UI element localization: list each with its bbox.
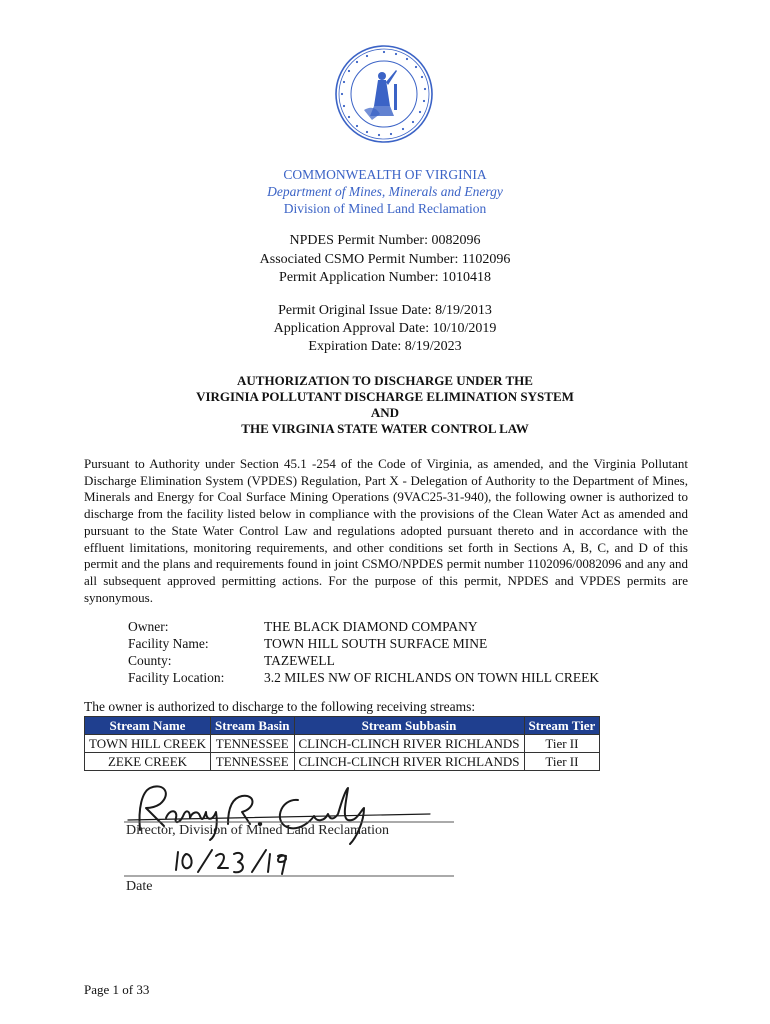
auth-line-1: AUTHORIZATION TO DISCHARGE UNDER THE xyxy=(237,373,533,388)
auth-line-4: THE VIRGINIA STATE WATER CONTROL LAW xyxy=(241,421,529,436)
header-stream-subbasin: Stream Subbasin xyxy=(294,717,524,735)
header-stream-tier: Stream Tier xyxy=(524,717,600,735)
original-issue-date: Permit Original Issue Date: 8/19/2013 xyxy=(278,303,492,318)
stream-subbasin-cell: CLINCH-CLINCH RIVER RICHLANDS xyxy=(294,753,524,771)
location-row xyxy=(128,669,688,686)
stream-basin-cell: TENNESSEE xyxy=(210,735,294,753)
facility-details xyxy=(128,618,688,686)
date-label: Date xyxy=(126,879,153,894)
facility-name-row xyxy=(128,635,688,652)
csmo-permit-number: Associated CSMO Permit Number: 1102096 xyxy=(259,251,511,267)
stream-name-cell: ZEKE CREEK xyxy=(85,753,211,771)
application-number: Permit Application Number: 1010418 xyxy=(279,270,491,285)
director-title: Director, Division of Mined Land Reclamation xyxy=(126,823,390,838)
header-stream-name: Stream Name xyxy=(85,717,211,735)
location-label: Facility Location: xyxy=(128,670,225,685)
county-row xyxy=(128,652,688,669)
auth-line-3: AND xyxy=(370,405,400,420)
authority-paragraph: Pursuant to Authority under Section 45.1 -254 of the Code of Virginia, as amended, and the Virginia Pollutant Discharge Elimination System (VPDES) Regulation, Part X - Delegation of Authority to the Department of Mines, Minerals and Energy for Coal Surface Mining Operations (9VAC25-31-940), the following owner is authorized to discharge from the facility listed below in compliance with the provisions of the Clean Water Act as amended and pursuant to the State Water Control Law and regulations adopted pursuant thereto and in accordance with the effluent limitations, monitoring requirements, and other conditions set forth in Sections A, B, C, and D of this permit and the plans and requirements found in joint CSMO/NPDES permit number 1102096/0082096 and any and all subsequent approved permitting actions. For the purpose of this permit, NPDES and VPDES permits are synonymous. xyxy=(84,456,688,605)
permit-dates xyxy=(0,302,770,356)
owner-value: THE BLACK DIAMOND COMPANY xyxy=(264,619,478,634)
receiving-streams-table xyxy=(84,716,600,771)
location-value: 3.2 MILES NW OF RICHLANDS ON TOWN HILL CREEK xyxy=(264,670,600,685)
streams-intro: The owner is authorized to discharge to the following receiving streams: xyxy=(84,699,476,714)
signature-block xyxy=(120,778,480,898)
agency-header xyxy=(0,166,770,217)
county-value: TAZEWELL xyxy=(264,653,335,668)
table-row xyxy=(85,735,600,753)
owner-row xyxy=(128,618,688,635)
stream-subbasin-cell: CLINCH-CLINCH RIVER RICHLANDS xyxy=(294,735,524,753)
auth-line-2: VIRGINIA POLLUTANT DISCHARGE ELIMINATION SYSTEM xyxy=(196,389,574,404)
approval-date: Application Approval Date: 10/10/2019 xyxy=(273,321,497,336)
npdes-permit-number: NPDES Permit Number: 0082096 xyxy=(289,233,481,248)
header-stream-basin: Stream Basin xyxy=(210,717,294,735)
stream-tier-cell: Tier II xyxy=(524,735,600,753)
department-name: Department of Mines, Minerals and Energy xyxy=(267,184,503,199)
virginia-seal-icon xyxy=(334,44,434,144)
facility-name-label: Facility Name: xyxy=(128,636,209,651)
table-header-row xyxy=(85,717,600,735)
permit-numbers xyxy=(0,232,770,288)
county-label: County: xyxy=(128,653,172,668)
stream-tier-cell: Tier II xyxy=(524,753,600,771)
expiration-date: Expiration Date: 8/19/2023 xyxy=(308,339,462,354)
stream-basin-cell: TENNESSEE xyxy=(210,753,294,771)
table-row xyxy=(85,753,600,771)
stream-name-cell: TOWN HILL CREEK xyxy=(85,735,211,753)
facility-name-value: TOWN HILL SOUTH SURFACE MINE xyxy=(264,636,488,651)
division-name: Division of Mined Land Reclamation xyxy=(283,201,487,216)
authorization-heading xyxy=(0,373,770,437)
owner-label: Owner: xyxy=(128,619,169,634)
page-number: Page 1 of 33 xyxy=(84,982,150,997)
commonwealth-title: COMMONWEALTH OF VIRGINIA xyxy=(283,167,487,182)
